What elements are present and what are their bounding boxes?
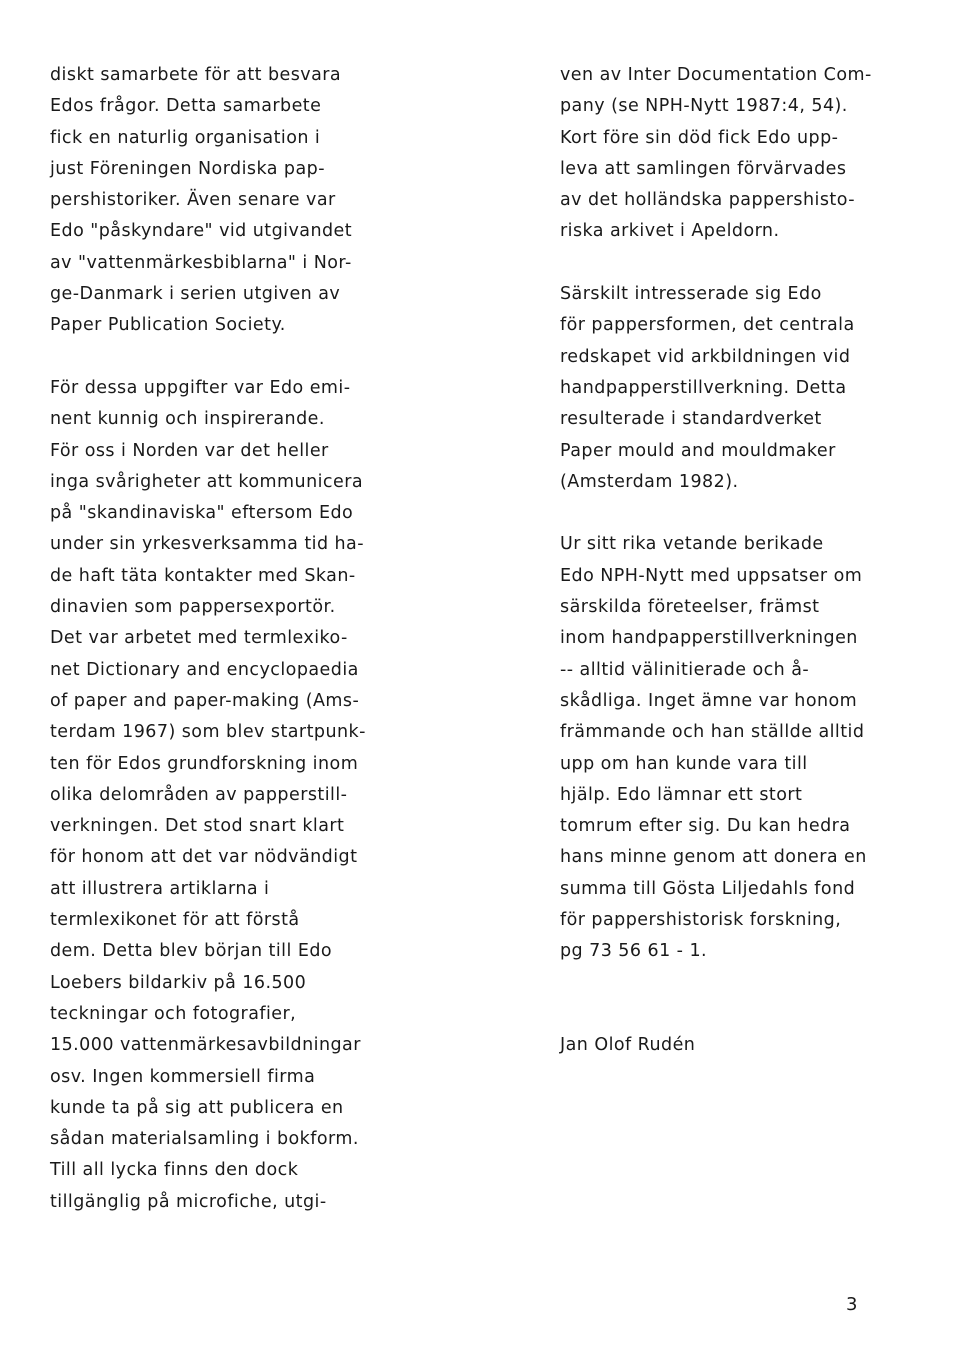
text-line: termlexikonet för att förstå <box>50 910 300 931</box>
paragraph-gap <box>560 498 920 529</box>
text-line: just Föreningen Nordiska pap- <box>50 158 325 179</box>
left-column <box>50 60 410 1218</box>
text-line: av "vattenmärkesbiblarna" i Nor- <box>50 252 352 273</box>
text-line: Ur sitt rika vetande berikade <box>560 534 824 555</box>
text-line: skådliga. Inget ämne var honom <box>560 690 858 711</box>
text-line: dinavien som pappersexportör. <box>50 597 336 618</box>
text-line: För dessa uppgifter var Edo emi- <box>50 377 351 398</box>
left-paragraph-1 <box>50 60 410 342</box>
left-paragraph-2 <box>50 373 410 1218</box>
text-line: net Dictionary and encyclopaedia <box>50 659 359 680</box>
text-line: ge-Danmark i serien utgiven av <box>50 284 341 305</box>
text-line: Särskilt intresserade sig Edo <box>560 284 822 305</box>
text-line: nent kunnig och inspirerande. <box>50 409 325 430</box>
text-line: särskilda företeelser, främst <box>560 597 820 618</box>
text-line: summa till Gösta Liljedahls fond <box>560 878 856 899</box>
text-line: Till all lycka finns den dock <box>50 1160 299 1181</box>
text-line: under sin yrkesverksamma tid ha- <box>50 534 364 555</box>
text-line: 15.000 vattenmärkesavbildningar <box>50 1035 361 1056</box>
text-line: diskt samarbete för att besvara <box>50 65 342 85</box>
text-line: ten för Edos grundforskning inom <box>50 753 359 774</box>
text-line: handpapperstillverkning. Detta <box>560 377 847 398</box>
text-line: fick en naturlig organisation i <box>50 127 321 148</box>
text-line: -- alltid välinitierade och å- <box>560 659 810 680</box>
text-line: Kort före sin död fick Edo upp- <box>560 127 839 148</box>
text-line: pershistoriker. Även senare var <box>50 190 336 211</box>
text-line: pany (se NPH-Nytt 1987:4, 54). <box>560 96 848 117</box>
text-line: teckningar och fotografier, <box>50 1003 297 1024</box>
text-line: ven av Inter Documentation Com- <box>560 65 872 85</box>
text-line: leva att samlingen förvärvades <box>560 158 847 179</box>
text-line: Edo "påskyndare" vid utgivandet <box>50 221 353 242</box>
page-number: 3 <box>846 1294 858 1315</box>
text-line: olika delområden av papperstill- <box>50 784 348 805</box>
text-line: för honom att det var nödvändigt <box>50 847 358 868</box>
author-signature: Jan Olof Rudén <box>560 1035 696 1056</box>
text-line: pg 73 56 61 - 1. <box>560 941 708 962</box>
text-line: redskapet vid arkbildningen vid <box>560 346 851 367</box>
paragraph-gap <box>560 248 920 279</box>
text-line: hans minne genom att donera en <box>560 847 867 868</box>
text-line: kunde ta på sig att publicera en <box>50 1097 344 1118</box>
signature-gap <box>560 968 920 1031</box>
right-paragraph-2 <box>560 279 920 498</box>
text-line: hjälp. Edo lämnar ett stort <box>560 784 803 805</box>
text-line: upp om han kunde vara till <box>560 753 808 774</box>
text-line: För oss i Norden var det heller <box>50 440 329 461</box>
text-line: (Amsterdam 1982). <box>560 471 739 492</box>
text-line: på "skandinaviska" eftersom Edo <box>50 503 354 524</box>
right-column <box>560 60 920 1062</box>
text-line: Edo NPH-Nytt med uppsatser om <box>560 565 863 586</box>
text-line: Edos frågor. Detta samarbete <box>50 96 322 117</box>
text-line: tillgänglig på microfiche, utgi- <box>50 1191 327 1212</box>
text-line: för pappershistorisk forskning, <box>560 910 842 931</box>
text-line: Paper mould and mouldmaker <box>560 440 836 461</box>
text-line: främmande och han ställde alltid <box>560 722 865 743</box>
paragraph-gap <box>50 342 410 373</box>
text-line: resulterade i standardverket <box>560 409 822 430</box>
text-line: att illustrera artiklarna i <box>50 878 270 899</box>
text-line: of paper and paper-making (Ams- <box>50 690 360 711</box>
right-paragraph-1 <box>560 60 920 248</box>
text-line: Loebers bildarkiv på 16.500 <box>50 972 307 993</box>
text-line: inom handpapperstillverkningen <box>560 628 858 649</box>
text-line: Det var arbetet med termlexiko- <box>50 628 348 649</box>
text-line: tomrum efter sig. Du kan hedra <box>560 816 851 837</box>
right-paragraph-3 <box>560 529 920 967</box>
text-line: terdam 1967) som blev startpunk- <box>50 722 366 743</box>
text-line: riska arkivet i Apeldorn. <box>560 221 780 242</box>
text-line: verkningen. Det stod snart klart <box>50 816 345 837</box>
text-line: inga svårigheter att kommunicera <box>50 471 364 492</box>
text-line: för pappersformen, det centrala <box>560 315 855 336</box>
text-line: av det holländska pappershisto- <box>560 190 855 211</box>
text-line: dem. Detta blev början till Edo <box>50 941 333 962</box>
text-line: osv. Ingen kommersiell firma <box>50 1066 316 1087</box>
text-line: de haft täta kontakter med Skan- <box>50 565 356 586</box>
text-line: Paper Publication Society. <box>50 315 286 336</box>
text-line: sådan materialsamling i bokform. <box>50 1129 359 1150</box>
